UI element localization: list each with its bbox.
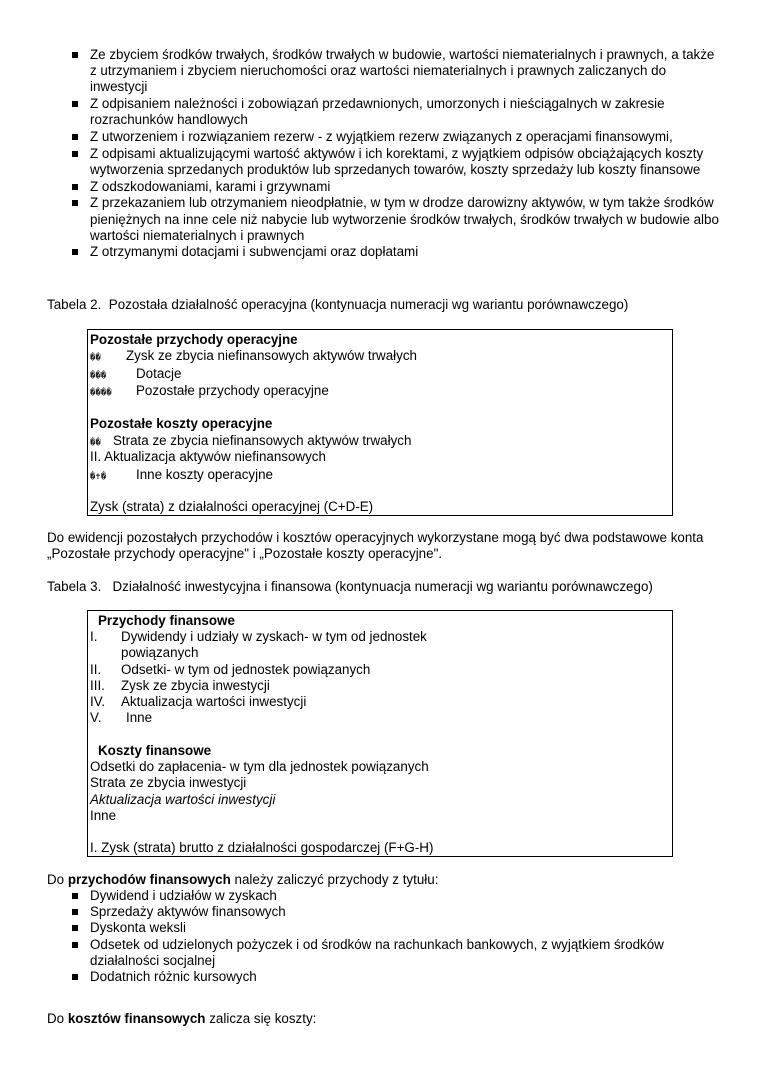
square-bullet-icon [72,200,78,206]
list-item: Z otrzymanymi dotacjami i subwencjami oraz dopłatami [72,244,722,260]
list-item: Ze zbyciem środków trwałych, środków trwałych w budowie, wartości niematerialnych i prawnych, a także z utrzymaniem i zbyciem nieruchomości oraz wartości niematerialnych i prawnych zaliczanych do inwestycji [72,47,722,96]
table-row: Strata ze zbycia inwestycji [90,775,247,790]
square-bullet-icon [72,925,78,931]
table2-result: Zysk (strata) z działalności operacyjnej (C+D-E) [90,499,374,514]
square-bullet-icon [72,134,78,140]
square-bullet-icon [72,101,78,107]
financial-costs-intro: Do kosztów finansowych zalicza się koszty: [47,1011,317,1026]
financial-income-list [72,888,712,985]
operating-events-list [72,47,722,261]
table-row-continuation: powiązanych [121,645,199,660]
square-bullet-icon [72,52,78,58]
table-row: �� Strata ze zbycia niefinansowych aktywów trwałych [90,433,412,448]
square-bullet-icon [72,942,78,948]
table-row: III. Zysk ze zbycia inwestycji [90,678,270,693]
table-row: Inne [90,808,117,823]
list-item: Z przekazaniem lub otrzymaniem nieodpłatnie, w tym w drodze darowizny aktywów, w tym także środków pieniężnych na inne cele niż nabycie lub wytworzenie środków trwałych, środków trwałych w budowie albo wartości niematerialnych i prawnych [72,195,722,244]
list-item: Dodatnich różnic kursowych [72,969,712,985]
list-item: Odsetek od udzielonych pożyczek i od środków na rachunkach bankowych, z wyjątkiem środków działalności socjalnej [72,937,712,969]
square-bullet-icon [72,974,78,980]
table-row: ���� Pozostałe przychody operacyjne [90,383,329,398]
table-row: Aktualizacja wartości inwestycji [90,792,276,807]
table3-income-heading: Przychody finansowe [98,613,235,628]
square-bullet-icon [72,893,78,899]
table2-caption: Tabela 2. Pozostała działalność operacyjna (kontynuacja numeracji wg wariantu porównawczego) [47,297,629,312]
list-item: Z odszkodowaniami, karami i grzywnami [72,179,722,195]
square-bullet-icon [72,909,78,915]
list-item: Z odpisaniem należności i zobowiązań przedawnionych, umorzonych i nieściągalnych w zakresie rozrachunków handlowych [72,96,722,128]
table-row: I. Dywidendy i udziały w zyskach- w tym od jednostek [90,629,427,644]
table-row: ��� Dotacje [90,366,182,381]
list-item: Dywidend i udziałów w zyskach [72,888,712,904]
table2-costs-heading: Pozostałe koszty operacyjne [90,416,273,431]
table-row: IV. Aktualizacja wartości inwestycji [90,694,307,709]
list-item: Dyskonta weksli [72,920,712,936]
table2-box [87,329,673,516]
table-row: II. Odsetki- w tym od jednostek powiązanych [90,662,371,677]
square-bullet-icon [72,184,78,190]
table-row: �� Zysk ze zbycia niefinansowych aktywów trwałych [90,348,417,363]
table3-costs-heading: Koszty finansowe [98,743,212,758]
accounts-paragraph: Do ewidencji pozostałych przychodów i kosztów operacyjnych wykorzystane mogą być dwa podstawowe konta „Pozostałe przychody operacyjne" i „Pozostałe koszty operacyjne". [47,530,704,562]
table-row: II. Aktualizacja aktywów niefinansowych [90,449,326,464]
square-bullet-icon [72,151,78,157]
list-item: Z odpisami aktualizującymi wartość aktywów i ich korektami, z wyjątkiem odpisów obciążających koszty wytworzenia sprzedanych produktów lub sprzedanych towarów, koszty sprzedaży lub koszty finansowe [72,146,722,178]
table-row: Odsetki do zapłacenia- w tym dla jednostek powiązanych [90,759,429,774]
financial-income-intro: Do przychodów finansowych należy zaliczyć przychody z tytułu: [47,872,439,887]
table2-income-heading: Pozostałe przychody operacyjne [90,332,298,347]
square-bullet-icon [72,249,78,255]
table-row: �✝� Inne koszty operacyjne [90,467,273,482]
table3-caption: Tabela 3. Działalność inwestycyjna i finansowa (kontynuacja numeracji wg wariantu porównawczego) [47,579,653,594]
table3-box [87,610,673,857]
list-item: Sprzedaży aktywów finansowych [72,904,712,920]
table-row: V. Inne [90,710,153,725]
list-item: Z utworzeniem i rozwiązaniem rezerw - z wyjątkiem rezerw związanych z operacjami finansowymi, [72,129,722,145]
table3-result: I. Zysk (strata) brutto z działalności gospodarczej (F+G-H) [90,840,434,855]
